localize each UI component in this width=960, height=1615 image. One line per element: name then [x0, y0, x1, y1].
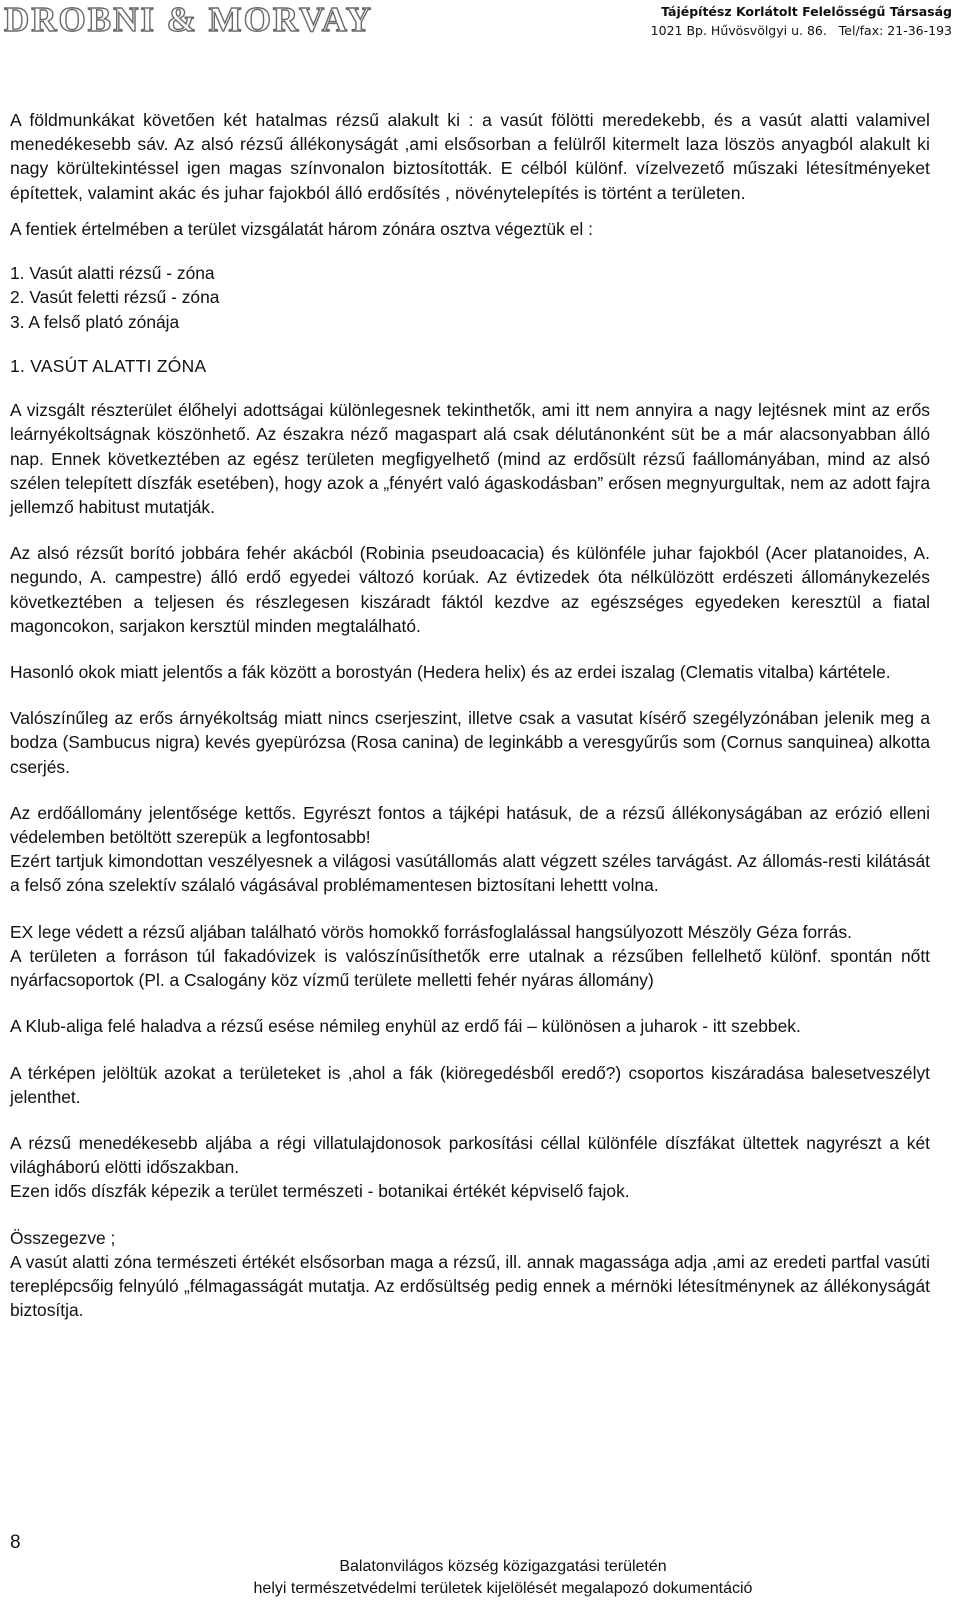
zone-list: [10, 261, 930, 334]
company-phone: Tel/fax: 21-36-193: [838, 23, 952, 38]
body-paragraph: Ezért tartjuk kimondottan veszélyesnek a világosi vasútállomás alatt végzett széles tarvágást. Az állomás-resti kilátását a felső zóna szelektív szálaló vágásával problémamentesen biztosítani lehettt volna.: [10, 851, 930, 896]
body-paragraph: Az erdőállomány jelentősége kettős. Egyrészt fontos a tájképi hatásuk, de a rézsű állékonyságában az erózió elleni védelemben betöltött szerepük a legfontosabb!: [10, 802, 930, 848]
company-logo: DROBNI & MORVAY: [4, 0, 374, 39]
zones-intro: A fentiek értelmében a terület vizsgálatát három zónára osztva végeztük el :: [10, 218, 593, 239]
body-paragraph: Ezen idős díszfák képezik a terület természeti - botanikai értékét képviselő fajok.: [10, 1181, 630, 1202]
body-paragraph: Az alsó rézsűt borító jobbára fehér akácból (Robinia pseudoacacia) és különféle juhar fajokból (Acer platanoides, A. negundo, A. campestre) álló erdő egyedei változó korúak. Az évtizedek óta nélkülözött erdészeti állománykezelés következtében a teljesen és részlegesen kiszáradt fáktól kezdve az egészséges egyedeken keresztül a fiatal magoncokon, sarjakon kersztül minden megtalálható.: [10, 543, 930, 636]
body-paragraph: A területen a forráson túl fakadóvizek is valószínűsíthetők erre utalnak a rézsűben fellelhető különf. spontán nőtt nyárfacsoportok (Pl. a Csalogány köz vízmű területe melletti fehér nyáras állomány): [10, 945, 930, 991]
intro-paragraph: A földmunkákat követően két hatalmas rézsű alakult ki : a vasút fölötti meredekebb, és a vasút alatti valamivel menedékesebb sáv. Az alsó rézsű állékonyságát ,ami elsősorban a felülről kitermelt laza löszös anyagból alakult ki nagy körültekintéssel igen magas színvonalon biztosították. E célból különf. vízelvezető műszaki létesítményeket építettek, valamint akác és juhar fajokból álló erdősítés , növénytelepítés is történt a területen.: [10, 110, 930, 203]
section-heading: 1. VASÚT ALATTI ZÓNA: [10, 356, 207, 377]
summary-heading: Összegezve ;: [10, 1227, 116, 1248]
company-contact: [651, 21, 952, 40]
footer-line: helyi természetvédelmi területek kijelölését megalapozó dokumentáció: [253, 1580, 753, 1597]
body-paragraph: Hasonló okok miatt jelentős a fák között a borostyán (Hedera helix) és az erdei iszalag (Clematis vitalba) kártétele.: [10, 662, 891, 683]
zone-item: 2. Vasút feletti rézsű - zóna: [10, 287, 220, 308]
summary-paragraph: A vasút alatti zóna természeti értékét elsősorban maga a rézsű, ill. annak magassága adja ,ami az eredeti partfal vasúti tereplépcsőig felnyúló „félmagasságát mutatja. Az erdősültség pedig ennek a mérnöki létesítménynek az állékonyságát biztosítja.: [10, 1251, 930, 1321]
body-paragraph: A térképen jelöltük azokat a területeket is ,ahol a fák (kiöregedésből eredő?) csoportos kiszáradása balesetveszélyt jelenthet.: [10, 1062, 930, 1107]
company-name: Tájépítész Korlátolt Felelősségű Társaság: [661, 4, 952, 19]
document-body: [10, 108, 930, 1322]
body-paragraph: Valószínűleg az erős árnyékoltság miatt nincs cserjeszint, illetve csak a vasutat kísérő szegélyzónában jelenik meg a bodza (Sambucus nigra) kevés gyepürózsa (Rosa canina) de leginkább a veresgyűrűs som (Cornus sanquinea) alkotta cserjés.: [10, 708, 930, 777]
company-address: 1021 Bp. Hűvösvölgyi u. 86.: [650, 23, 827, 38]
page-footer: [0, 1556, 960, 1600]
zone-item: 1. Vasút alatti rézsű - zóna: [10, 263, 215, 284]
footer-line: Balatonvilágos község közigazgatási területén: [339, 1558, 667, 1575]
page-header: [0, 0, 960, 44]
body-paragraph: A vizsgált részterület élőhelyi adottságai különlegesnek tekinthetők, ami itt nem annyira a nagy lejtésnek mint az erős leárnyékoltságnak köszönhető. Az északra néző magaspart alá csak délutánonként süt be a már alacsonyabban álló nap. Ennek következtében az egész területen megfigyelhető (mind az erdősült rézsű faállományában, mind az alsó szélen telepített díszfák esetében), hogy azok a „fényért való ágaskodásban” erősen megnyurgultak, nem az adott fajra jellemző habitust mutatják.: [10, 400, 930, 518]
page-number: 8: [10, 1532, 21, 1553]
body-paragraph: EX lege védett a rézsű aljában található vörös homokkő forrásfoglalással hangsúlyozott Mészöly Géza forrás.: [10, 921, 852, 942]
company-info: [651, 2, 952, 40]
zone-item: 3. A felső plató zónája: [10, 311, 180, 332]
body-paragraph: A rézsű menedékesebb aljába a régi villatulajdonosok parkosítási céllal különféle díszfákat ültettek nagyrészt a két világháború elötti időszakban.: [10, 1132, 930, 1178]
body-paragraph: A Klub-aliga felé haladva a rézsű esése némileg enyhül az erdő fái – különösen a juharok - itt szebbek.: [10, 1016, 801, 1037]
